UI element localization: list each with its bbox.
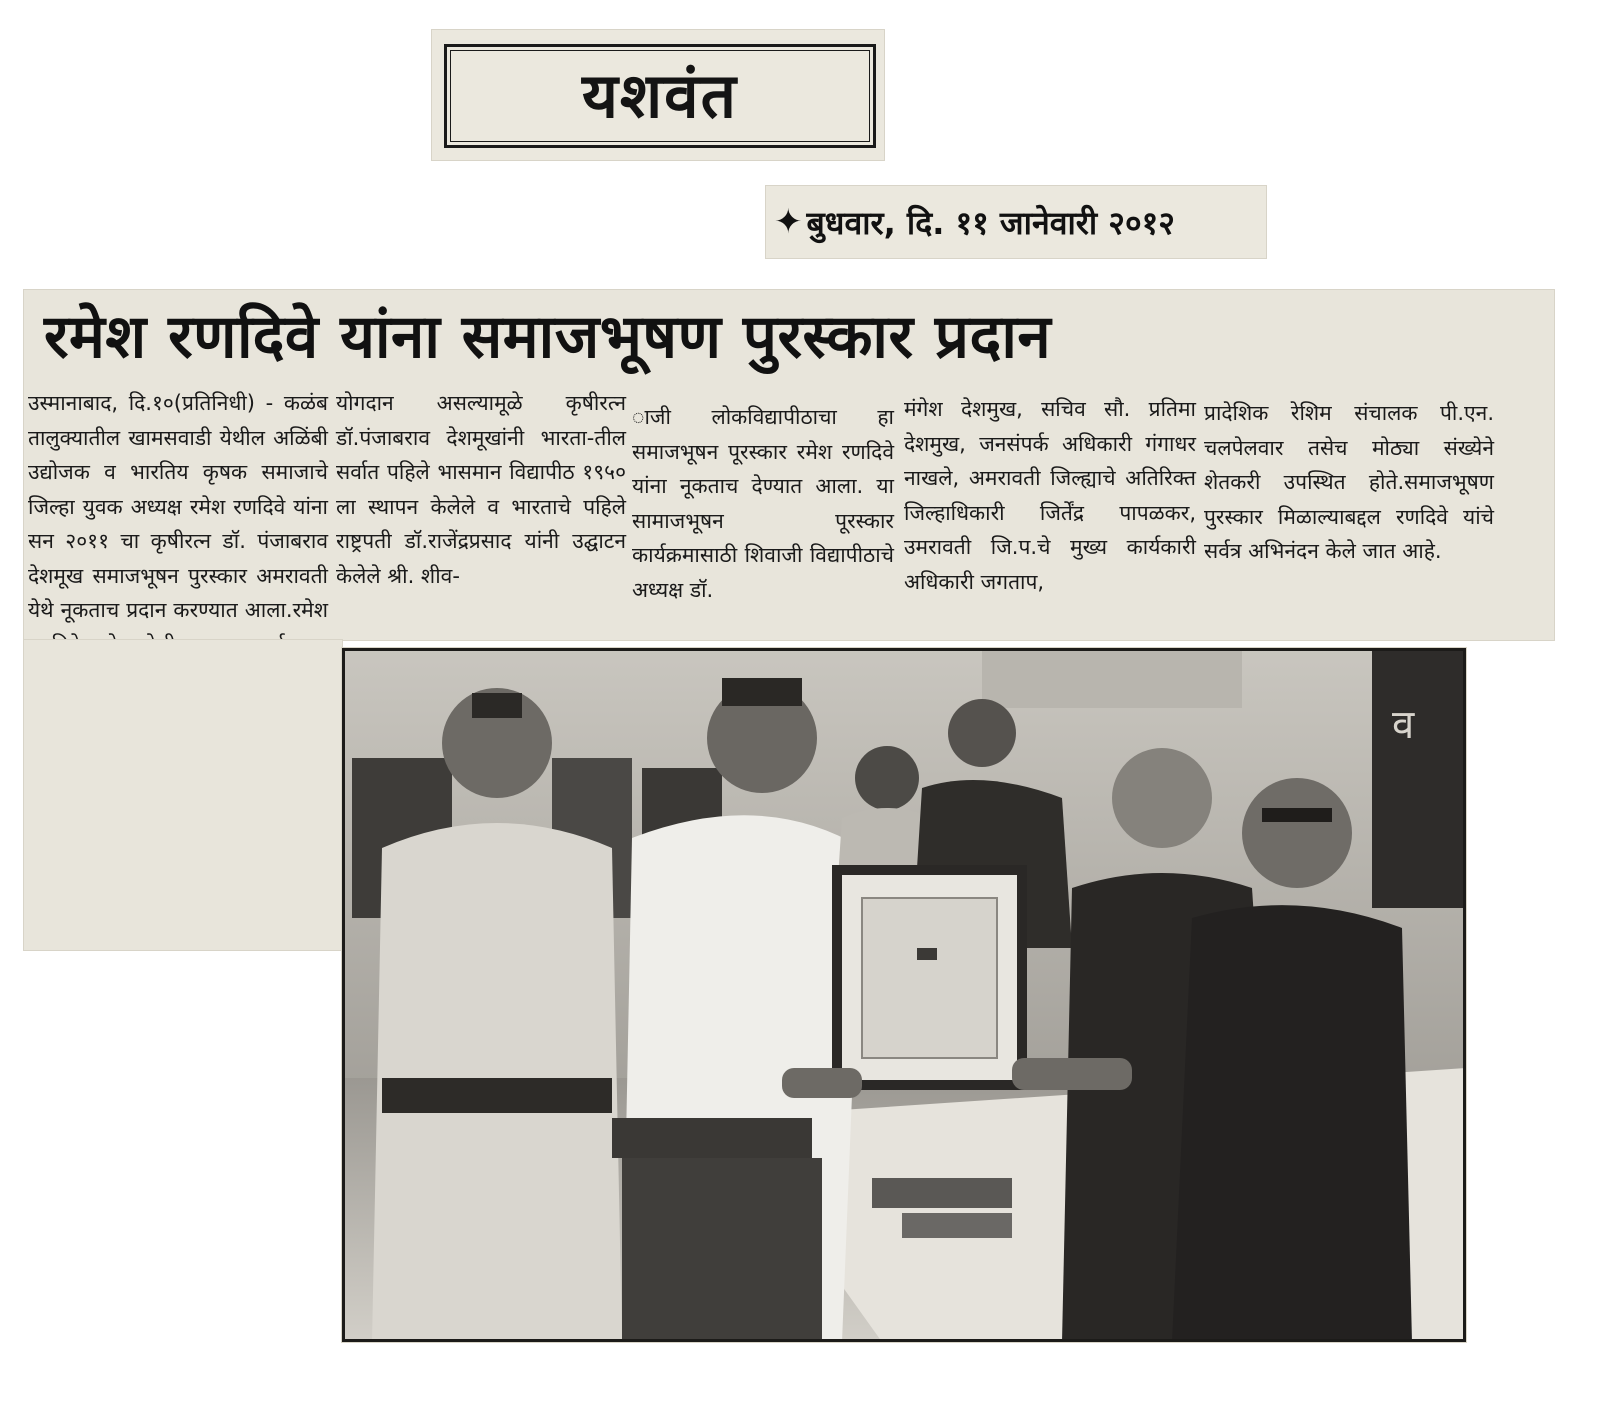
article-headline: रमेश रणदिवे यांना समाजभूषण पुरस्कार प्रदान	[44, 302, 1052, 372]
star-icon: ✦	[774, 202, 803, 242]
column-1-continuation-area	[24, 640, 342, 950]
article-clipping	[24, 290, 1554, 640]
article-column-3	[632, 400, 894, 607]
banner-fragment: व	[1392, 702, 1415, 748]
column-4-text: मंगेश देशमुख, सचिव सौ. प्रतिमा देशमुख, जनसंपर्क अधिकारी गंगाधर नाखले, अमरावती जिल्ह्याचे अतिरिक्त जिल्हाधिकारी जिर्तेंद्र पापळकर, उमरावती जि.प.चे मुख्य कार्यकारी अधिकारी जगताप,	[904, 397, 1196, 594]
photo-illustration	[342, 648, 1466, 1342]
column-5-text: प्रादेशिक रेशिम संचालक पी.एन. चलपेलवार तसेच मोठ्या संख्येने शेतकरी उपस्थित होते.समाजभूषण पुरस्कार मिळाल्याबद्दल रणदिवे यांचे सर्वत्र अभिनंदन केले जात आहे.	[1204, 401, 1494, 563]
column-1-text: उस्मानाबाद, दि.१०(प्रतिनिधी) - कळंब तालुक्यातील खामसवाडी येथील अळिंबी उद्योजक व भारतिय कृषक समाजाचे जिल्हा युवक अध्यक्ष रमेश रणदिवे यांना सन २०११ चा कृषीरत्न डॉ. पंजाबराव देशमूख समाजभूषन पुरस्कार अमरावती येथे नूकताच प्रदान करण्यात आला.रमेश	[28, 391, 328, 622]
masthead-clipping	[432, 30, 884, 160]
newspaper-name: यशवंत	[582, 59, 738, 132]
column-3-text: ाजी लोकविद्यापीठाचा हा समाजभूषन पूरस्कार रमेश रणदिवे यांना नूकताच देण्यात आला. या सामाजभूषन पूरस्कार कार्यक्रमासाठी शिवाजी विद्यापीठाचे अध्यक्ष डॉ.	[632, 405, 894, 602]
dateline-clipping	[766, 186, 1266, 258]
award-ceremony-photo	[342, 648, 1466, 1342]
column-2-text: योगदान असल्यामूळे कृषीरत्न डॉ.पंजाबराव देशमूखांनी भारता-तील सर्वात पहिले भासमान विद्यापीठ १९५० ला स्थापन केलेले व भारताचे पहिले राष्ट्रपती डॉ.राजेंद्रप्रसाद यांनी उद्घाटन केलेले श्री. शीव-	[336, 391, 626, 588]
article-column-2	[336, 386, 626, 593]
article-column-5	[1204, 396, 1494, 569]
publication-date: बुधवार, दि. ११ जानेवारी २०१२	[806, 203, 1175, 242]
article-column-4	[904, 392, 1196, 599]
